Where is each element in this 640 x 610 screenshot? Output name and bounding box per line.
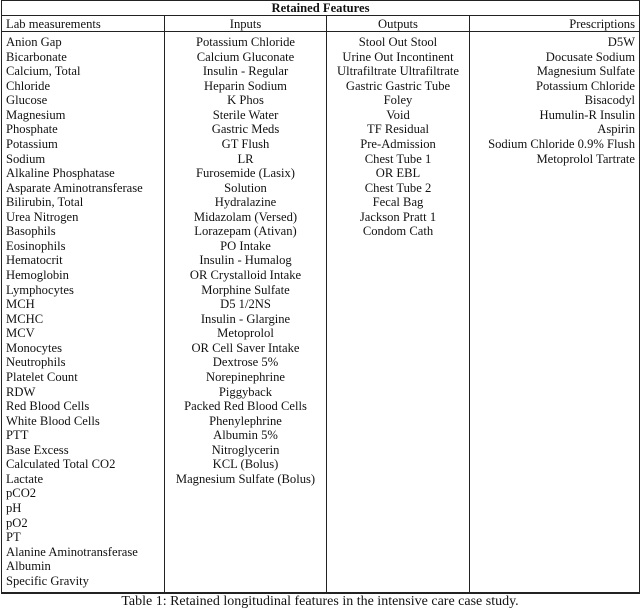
output-cell: Gastric Gastric Tube: [327, 79, 470, 94]
input-cell: Insulin - Glargine: [165, 312, 327, 327]
input-cell: Nitroglycerin: [165, 443, 327, 458]
output-cell: [327, 283, 470, 298]
prescription-cell: Sodium Chloride 0.9% Flush: [470, 137, 640, 152]
lab-measurement-cell: Sodium: [2, 152, 165, 167]
table-row: [2, 64, 640, 79]
input-cell: LR: [165, 152, 327, 167]
header-outputs: Outputs: [327, 16, 470, 32]
output-cell: [327, 559, 470, 574]
lab-measurement-cell: Lymphocytes: [2, 283, 165, 298]
table-row: [2, 428, 640, 443]
lab-measurement-cell: Specific Gravity: [2, 574, 165, 594]
output-cell: [327, 443, 470, 458]
input-cell: KCL (Bolus): [165, 457, 327, 472]
output-cell: Void: [327, 108, 470, 123]
prescription-cell: [470, 239, 640, 254]
output-cell: [327, 312, 470, 327]
prescription-cell: Aspirin: [470, 122, 640, 137]
prescription-cell: [470, 297, 640, 312]
output-cell: TF Residual: [327, 122, 470, 137]
input-cell: [165, 486, 327, 501]
prescription-cell: [470, 472, 640, 487]
input-cell: Norepinephrine: [165, 370, 327, 385]
prescription-cell: [470, 312, 640, 327]
table-row: [2, 50, 640, 65]
output-cell: Ultrafiltrate Ultrafiltrate: [327, 64, 470, 79]
table-row: [2, 195, 640, 210]
input-cell: Phenylephrine: [165, 414, 327, 429]
table-row: [2, 414, 640, 429]
output-cell: [327, 355, 470, 370]
output-cell: Pre-Admission: [327, 137, 470, 152]
prescription-cell: [470, 501, 640, 516]
table-row: [2, 385, 640, 400]
input-cell: Metoprolol: [165, 326, 327, 341]
prescription-cell: [470, 399, 640, 414]
prescription-cell: D5W: [470, 32, 640, 50]
input-cell: Sterile Water: [165, 108, 327, 123]
output-cell: Urine Out Incontinent: [327, 50, 470, 65]
lab-measurement-cell: pH: [2, 501, 165, 516]
input-cell: Magnesium Sulfate (Bolus): [165, 472, 327, 487]
output-cell: [327, 341, 470, 356]
lab-measurement-cell: Base Excess: [2, 443, 165, 458]
table-row: [2, 122, 640, 137]
output-cell: [327, 530, 470, 545]
prescription-cell: [470, 457, 640, 472]
prescription-cell: [470, 545, 640, 560]
prescription-cell: [470, 181, 640, 196]
output-cell: [327, 239, 470, 254]
prescription-cell: [470, 195, 640, 210]
output-cell: [327, 370, 470, 385]
lab-measurement-cell: pCO2: [2, 486, 165, 501]
lab-measurement-cell: MCV: [2, 326, 165, 341]
input-cell: Solution: [165, 181, 327, 196]
output-cell: Chest Tube 2: [327, 181, 470, 196]
table-row: [2, 516, 640, 531]
lab-measurement-cell: Asparate Aminotransferase: [2, 181, 165, 196]
table-row: [2, 224, 640, 239]
table-row: [2, 137, 640, 152]
lab-measurement-cell: Calcium, Total: [2, 64, 165, 79]
table-row: [2, 545, 640, 560]
table-row: [2, 355, 640, 370]
table-header-row: [2, 16, 640, 32]
prescription-cell: [470, 253, 640, 268]
lab-measurement-cell: Basophils: [2, 224, 165, 239]
input-cell: [165, 530, 327, 545]
lab-measurement-cell: White Blood Cells: [2, 414, 165, 429]
prescription-cell: [470, 341, 640, 356]
output-cell: [327, 297, 470, 312]
table-row: [2, 457, 640, 472]
header-inputs: Inputs: [165, 16, 327, 32]
table-row: [2, 181, 640, 196]
output-cell: [327, 545, 470, 560]
prescription-cell: [470, 210, 640, 225]
prescription-cell: Magnesium Sulfate: [470, 64, 640, 79]
input-cell: Piggyback: [165, 385, 327, 400]
prescription-cell: Docusate Sodium: [470, 50, 640, 65]
output-cell: [327, 486, 470, 501]
header-prescriptions: Prescriptions: [470, 16, 640, 32]
input-cell: Albumin 5%: [165, 428, 327, 443]
input-cell: OR Cell Saver Intake: [165, 341, 327, 356]
output-cell: [327, 574, 470, 594]
table-row: [2, 399, 640, 414]
lab-measurement-cell: Lactate: [2, 472, 165, 487]
output-cell: [327, 428, 470, 443]
output-cell: Jackson Pratt 1: [327, 210, 470, 225]
lab-measurement-cell: Bicarbonate: [2, 50, 165, 65]
table-row: [2, 152, 640, 167]
header-lab-measurements: Lab measurements: [2, 16, 165, 32]
input-cell: Potassium Chloride: [165, 32, 327, 50]
input-cell: [165, 559, 327, 574]
table-row: [2, 326, 640, 341]
lab-measurement-cell: Monocytes: [2, 341, 165, 356]
lab-measurement-cell: Albumin: [2, 559, 165, 574]
table-row: [2, 443, 640, 458]
prescription-cell: [470, 574, 640, 594]
lab-measurement-cell: MCHC: [2, 312, 165, 327]
prescription-cell: [470, 326, 640, 341]
output-cell: [327, 472, 470, 487]
prescription-cell: [470, 385, 640, 400]
output-cell: [327, 268, 470, 283]
output-cell: Fecal Bag: [327, 195, 470, 210]
table-caption: Table 1: Retained longitudinal features in the intensive care case study.: [121, 594, 519, 610]
lab-measurement-cell: Eosinophils: [2, 239, 165, 254]
output-cell: [327, 414, 470, 429]
prescription-cell: Potassium Chloride: [470, 79, 640, 94]
input-cell: Furosemide (Lasix): [165, 166, 327, 181]
input-cell: Dextrose 5%: [165, 355, 327, 370]
input-cell: K Phos: [165, 93, 327, 108]
output-cell: [327, 501, 470, 516]
lab-measurement-cell: Magnesium: [2, 108, 165, 123]
prescription-cell: [470, 428, 640, 443]
input-cell: PO Intake: [165, 239, 327, 254]
input-cell: Midazolam (Versed): [165, 210, 327, 225]
lab-measurement-cell: Red Blood Cells: [2, 399, 165, 414]
table-row: [2, 501, 640, 516]
lab-measurement-cell: Bilirubin, Total: [2, 195, 165, 210]
input-cell: Heparin Sodium: [165, 79, 327, 94]
table-row: [2, 472, 640, 487]
output-cell: Stool Out Stool: [327, 32, 470, 50]
prescription-cell: [470, 443, 640, 458]
output-cell: [327, 253, 470, 268]
table-row: [2, 312, 640, 327]
table-row: [2, 166, 640, 181]
input-cell: Lorazepam (Ativan): [165, 224, 327, 239]
prescription-cell: Humulin-R Insulin: [470, 108, 640, 123]
table-row: [2, 239, 640, 254]
input-cell: Hydralazine: [165, 195, 327, 210]
prescription-cell: [470, 559, 640, 574]
prescription-cell: [470, 414, 640, 429]
table-row: [2, 283, 640, 298]
table-row: [2, 297, 640, 312]
prescription-cell: [470, 530, 640, 545]
prescription-cell: [470, 283, 640, 298]
table-row: [2, 268, 640, 283]
output-cell: Chest Tube 1: [327, 152, 470, 167]
table-row: [2, 210, 640, 225]
lab-measurement-cell: Chloride: [2, 79, 165, 94]
input-cell: GT Flush: [165, 137, 327, 152]
input-cell: Morphine Sulfate: [165, 283, 327, 298]
lab-measurement-cell: PT: [2, 530, 165, 545]
input-cell: Insulin - Humalog: [165, 253, 327, 268]
output-cell: OR EBL: [327, 166, 470, 181]
table-row: [2, 79, 640, 94]
table-title-row: [2, 1, 640, 16]
lab-measurement-cell: Calculated Total CO2: [2, 457, 165, 472]
prescription-cell: [470, 166, 640, 181]
table-row: [2, 530, 640, 545]
input-cell: [165, 545, 327, 560]
input-cell: Packed Red Blood Cells: [165, 399, 327, 414]
lab-measurement-cell: Alanine Aminotransferase: [2, 545, 165, 560]
lab-measurement-cell: pO2: [2, 516, 165, 531]
lab-measurement-cell: Glucose: [2, 93, 165, 108]
lab-measurement-cell: Urea Nitrogen: [2, 210, 165, 225]
lab-measurement-cell: Hematocrit: [2, 253, 165, 268]
lab-measurement-cell: Phosphate: [2, 122, 165, 137]
input-cell: [165, 516, 327, 531]
prescription-cell: [470, 516, 640, 531]
prescription-cell: [470, 268, 640, 283]
input-cell: [165, 501, 327, 516]
output-cell: [327, 457, 470, 472]
input-cell: Calcium Gluconate: [165, 50, 327, 65]
lab-measurement-cell: Neutrophils: [2, 355, 165, 370]
lab-measurement-cell: RDW: [2, 385, 165, 400]
prescription-cell: Bisacodyl: [470, 93, 640, 108]
prescription-cell: [470, 370, 640, 385]
table-title: Retained Features: [2, 1, 640, 16]
lab-measurement-cell: Hemoglobin: [2, 268, 165, 283]
lab-measurement-cell: Platelet Count: [2, 370, 165, 385]
table-row: [2, 341, 640, 356]
prescription-cell: Metoprolol Tartrate: [470, 152, 640, 167]
output-cell: Foley: [327, 93, 470, 108]
table-row: [2, 32, 640, 50]
prescription-cell: [470, 486, 640, 501]
output-cell: Condom Cath: [327, 224, 470, 239]
input-cell: Insulin - Regular: [165, 64, 327, 79]
lab-measurement-cell: Potassium: [2, 137, 165, 152]
output-cell: [327, 326, 470, 341]
lab-measurement-cell: Anion Gap: [2, 32, 165, 50]
input-cell: OR Crystalloid Intake: [165, 268, 327, 283]
table-row: [2, 486, 640, 501]
input-cell: D5 1/2NS: [165, 297, 327, 312]
table-row: [2, 370, 640, 385]
prescription-cell: [470, 355, 640, 370]
table-row: [2, 559, 640, 574]
input-cell: [165, 574, 327, 594]
output-cell: [327, 399, 470, 414]
table-row: [2, 253, 640, 268]
table-row: [2, 108, 640, 123]
lab-measurement-cell: MCH: [2, 297, 165, 312]
input-cell: Gastric Meds: [165, 122, 327, 137]
retained-features-table: [1, 0, 640, 594]
output-cell: [327, 516, 470, 531]
table-row: [2, 574, 640, 594]
prescription-cell: [470, 224, 640, 239]
lab-measurement-cell: PTT: [2, 428, 165, 443]
output-cell: [327, 385, 470, 400]
lab-measurement-cell: Alkaline Phosphatase: [2, 166, 165, 181]
table-row: [2, 93, 640, 108]
